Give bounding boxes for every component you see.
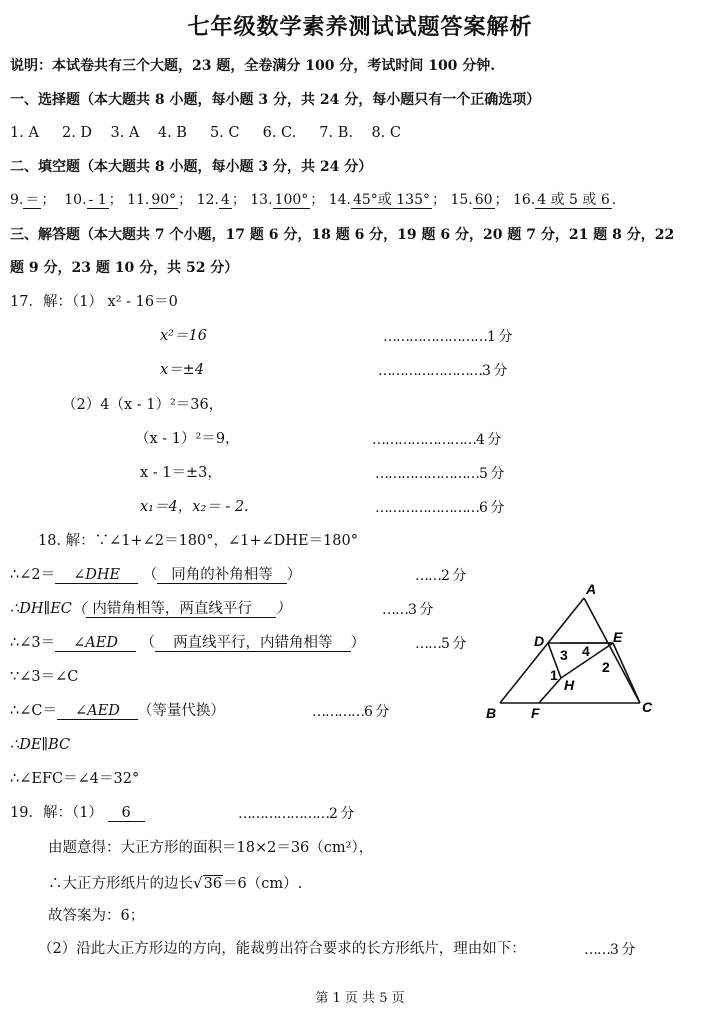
separator: ； — [310, 192, 325, 208]
fill-13-answer: 100° — [274, 192, 309, 208]
label-a: A — [586, 581, 597, 597]
separator: ； — [431, 192, 446, 208]
answer-3: 3. A — [110, 125, 140, 141]
fill-9-answer: ＝ — [25, 192, 40, 208]
q17-score-5: ……………………5 分 — [375, 466, 504, 482]
label-angle-1: 1 — [550, 667, 558, 683]
q19-line-3 — [48, 873, 302, 894]
q18-line-3: ∴DH∥EC（ 内错角相等，两直线平行 ） — [10, 601, 291, 617]
q19-line-1-prefix: 19．解：（1） — [10, 805, 103, 821]
answer-8: 8. C — [371, 125, 401, 141]
q18-line-4: ∴∠3＝ ∠AED （ 两直线平行，内错角相等 ） — [10, 635, 366, 651]
fill-9-number: 9. — [10, 192, 24, 208]
q18-line-2: ∴∠2＝ ∠DHE （ 同角的补角相等 ） — [10, 567, 302, 583]
label-h: H — [564, 677, 575, 693]
q17-line-4: （2）4（x - 1）²＝36， — [62, 397, 224, 413]
answer-5: 5. C — [210, 125, 240, 141]
q17-score-1: ……………………1 分 — [383, 329, 512, 345]
q19-sqrt-value: 36 — [203, 876, 223, 892]
q18-reason-1: 同角的补角相等 — [157, 567, 287, 584]
q19-line-5: （2）沿此大正方形边的方向，能裁剪出符合要求的长方形纸片，理由如下： — [38, 941, 526, 957]
q19-line-2: 由题意得：大正方形的面积＝18×2＝36（cm²）， — [48, 840, 374, 856]
q19-line-4: 故答案为：6； — [48, 908, 145, 924]
label-angle-4: 4 — [582, 643, 590, 659]
q18-blank-3: ∠AED — [57, 703, 138, 720]
q18-score-6: …………6 分 — [312, 704, 389, 720]
label-d: D — [534, 633, 545, 649]
fill-10-answer: - 1 — [88, 192, 107, 208]
label-c: C — [642, 699, 653, 715]
q18-score-2: ……2 分 — [415, 568, 466, 584]
q18-line-3-prefix: ∴DH∥EC（ — [10, 601, 87, 617]
page-title: 七年级数学素养测试试题答案解析 — [187, 14, 533, 40]
fill-11-number: 11. — [127, 192, 150, 208]
answer-7: 7. B. — [319, 125, 353, 141]
q18-line-4-prefix: ∴∠3＝ — [10, 635, 56, 651]
q17-score-6: ……………………6 分 — [375, 500, 504, 516]
fill-12-number: 12. — [196, 192, 219, 208]
fill-15-answer: 60 — [474, 192, 493, 208]
separator: ； — [178, 192, 193, 208]
q19-line-3-prefix: ∴大正方形纸片的边长 — [48, 876, 193, 892]
section-2-heading: 二、填空题（本大题共 8 小题，每小题 3 分，共 24 分） — [10, 159, 373, 175]
section-3-heading-line1: 三、解答题（本大题共 7 个小题，17 题 6 分，18 题 6 分，19 题 6 分，20 题 7 分，21 题 8 分，22 — [10, 227, 675, 243]
section-2-answers — [10, 190, 616, 210]
q18-reason-4: （等量代换） — [137, 703, 225, 719]
q19-line-1 — [10, 803, 145, 823]
separator: ； — [494, 192, 509, 208]
sqrt-icon: √ — [193, 874, 203, 892]
side-ac — [584, 598, 640, 703]
fill-10-number: 10. — [64, 192, 87, 208]
q17-line-7: x₁＝4，x₂＝ - 2. — [140, 499, 249, 515]
q19-score-2: …………………2 分 — [238, 806, 354, 822]
section-3-heading-line2: 题 9 分，23 题 10 分，共 52 分） — [10, 260, 239, 276]
label-f: F — [531, 705, 540, 721]
q17-line-3: x＝±4 — [160, 362, 205, 378]
label-e: E — [613, 629, 623, 645]
separator: ； — [108, 192, 123, 208]
q17-score-4: ……………………4 分 — [372, 432, 501, 448]
answer-4: 4. B — [157, 125, 187, 141]
q18-line-8: ∴∠EFC＝∠4＝32° — [10, 771, 140, 787]
answer-6: 6. C. — [262, 125, 297, 141]
q19-line-3-suffix: ＝6（cm）. — [223, 876, 303, 892]
q17-line-1: 17．解：（1） x² - 16＝0 — [10, 294, 178, 310]
q18-reason-2: 内错角相等，两直线平行 — [86, 601, 276, 618]
fill-12-answer: 4 — [220, 192, 230, 208]
separator: ； — [41, 192, 56, 208]
q18-blank-2: ∠AED — [55, 635, 136, 652]
q17-line-2: x²＝16 — [160, 328, 207, 344]
exam-note: 说明：本试卷共有三个大题，23 题，全卷满分 100 分，考试时间 100 分钟. — [10, 58, 496, 74]
q18-blank-1: ∠DHE — [55, 567, 138, 584]
q18-score-5: ……5 分 — [415, 636, 466, 652]
fill-14-number: 14. — [328, 192, 351, 208]
q18-line-7: ∴DE∥BC — [10, 737, 71, 753]
label-b: B — [486, 705, 497, 721]
q18-line-1: 18. 解：∵∠1+∠2＝180°，∠1+∠DHE＝180° — [38, 533, 358, 549]
q18-line-6 — [10, 701, 225, 721]
section-1-answers — [10, 123, 401, 143]
q18-line-5: ∵∠3＝∠C — [10, 669, 79, 685]
section-1-heading: 一、选择题（本大题共 8 小题，每小题 3 分，共 24 分，每小题只有一个正确选项） — [10, 92, 541, 108]
fill-14-answer: 45°或 135° — [352, 192, 430, 208]
q18-line-6-prefix: ∴∠C＝ — [10, 703, 57, 719]
separator: . — [611, 192, 617, 208]
fill-15-number: 15. — [450, 192, 473, 208]
q19-blank-1: 6 — [108, 805, 145, 822]
q17-score-3: ……………………3 分 — [378, 363, 507, 379]
separator: ； — [231, 192, 246, 208]
answer-1: 1. A — [10, 125, 39, 141]
triangle-figure — [480, 580, 660, 725]
q18-line-2-prefix: ∴∠2＝ — [10, 567, 56, 583]
page-footer: 第 1 页 共 5 页 — [315, 991, 405, 1006]
fill-13-number: 13. — [250, 192, 273, 208]
q19-score-3: ……3 分 — [584, 942, 635, 958]
answer-2: 2. D — [61, 125, 93, 141]
q17-line-6: x - 1＝±3， — [140, 465, 222, 481]
segment-ec — [613, 643, 640, 703]
fill-16-number: 16. — [512, 192, 536, 208]
label-angle-3: 3 — [560, 647, 568, 663]
fill-11-answer: 90° — [151, 192, 177, 208]
q18-score-3: ……3 分 — [382, 602, 433, 618]
fill-16-answer: 4 或 5 或 6 — [537, 192, 610, 208]
q17-line-5: （x - 1）²＝9， — [135, 431, 240, 447]
label-angle-2: 2 — [602, 659, 610, 675]
q18-reason-3: 两直线平行，内错角相等 — [155, 635, 351, 652]
